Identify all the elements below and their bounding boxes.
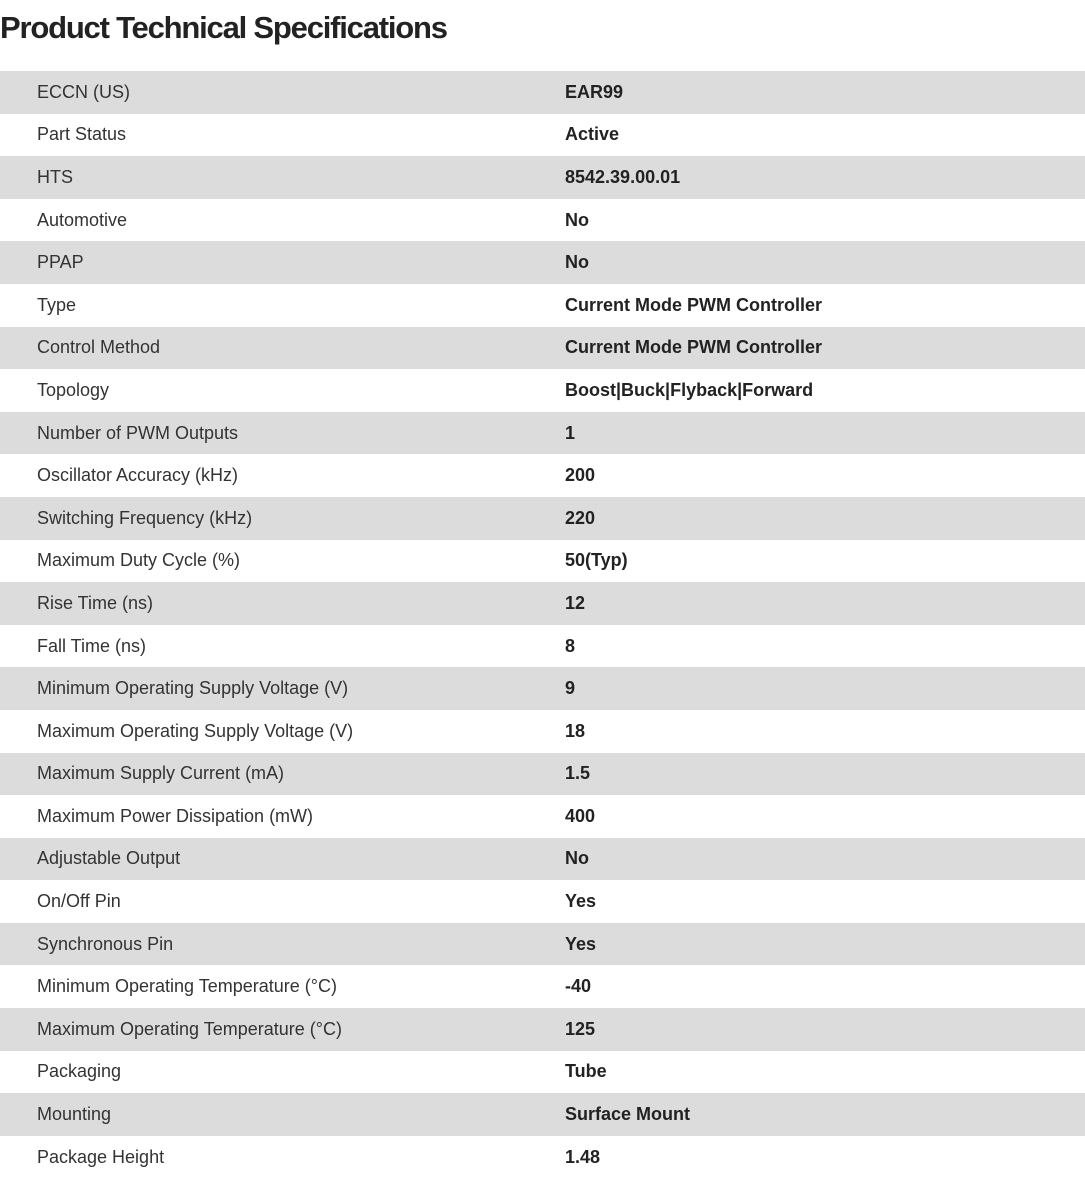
spec-value: 12: [565, 582, 1085, 625]
page-title: Product Technical Specifications: [0, 10, 447, 45]
spec-label: Mounting: [0, 1093, 565, 1136]
spec-value: 1.5: [565, 753, 1085, 796]
spec-row: [0, 156, 1085, 199]
spec-row: [0, 284, 1085, 327]
spec-row: [0, 753, 1085, 796]
spec-value: Yes: [565, 880, 1085, 923]
spec-value: No: [565, 838, 1085, 881]
spec-value: Current Mode PWM Controller: [565, 284, 1085, 327]
spec-value: 220: [565, 497, 1085, 540]
spec-row: [0, 1093, 1085, 1136]
spec-table: [0, 71, 1085, 1178]
spec-value: 1: [565, 412, 1085, 455]
spec-value: 400: [565, 795, 1085, 838]
spec-row: [0, 965, 1085, 1008]
spec-row: [0, 838, 1085, 881]
spec-value: Tube: [565, 1051, 1085, 1094]
spec-label: Type: [0, 284, 565, 327]
spec-row: [0, 625, 1085, 668]
spec-label: Fall Time (ns): [0, 625, 565, 668]
title-spacer: [0, 56, 1085, 71]
spec-value: Boost|Buck|Flyback|Forward: [565, 369, 1085, 412]
spec-row: [0, 114, 1085, 157]
spec-value: 18: [565, 710, 1085, 753]
spec-row: [0, 241, 1085, 284]
spec-label: Topology: [0, 369, 565, 412]
spec-row: [0, 1008, 1085, 1051]
spec-value: No: [565, 241, 1085, 284]
spec-table-body: [0, 71, 1085, 1178]
spec-row: [0, 923, 1085, 966]
spec-label: Switching Frequency (kHz): [0, 497, 565, 540]
spec-label: HTS: [0, 156, 565, 199]
spec-label: Part Status: [0, 114, 565, 157]
spec-row: [0, 71, 1085, 114]
spec-value: 9: [565, 667, 1085, 710]
spec-row: [0, 454, 1085, 497]
spec-label: Synchronous Pin: [0, 923, 565, 966]
spec-label: Rise Time (ns): [0, 582, 565, 625]
spec-row: [0, 497, 1085, 540]
spec-label: On/Off Pin: [0, 880, 565, 923]
spec-value: EAR99: [565, 71, 1085, 114]
spec-value: 8542.39.00.01: [565, 156, 1085, 199]
spec-label: Minimum Operating Temperature (°C): [0, 965, 565, 1008]
spec-label: Oscillator Accuracy (kHz): [0, 454, 565, 497]
spec-value: -40: [565, 965, 1085, 1008]
spec-value: 200: [565, 454, 1085, 497]
spec-row: [0, 710, 1085, 753]
spec-label: Maximum Duty Cycle (%): [0, 540, 565, 583]
spec-row: [0, 327, 1085, 370]
spec-row: [0, 667, 1085, 710]
spec-value: Yes: [565, 923, 1085, 966]
spec-label: Adjustable Output: [0, 838, 565, 881]
spec-value: Current Mode PWM Controller: [565, 327, 1085, 370]
spec-label: Maximum Power Dissipation (mW): [0, 795, 565, 838]
spec-value: Surface Mount: [565, 1093, 1085, 1136]
spec-label: Minimum Operating Supply Voltage (V): [0, 667, 565, 710]
spec-value: 50(Typ): [565, 540, 1085, 583]
spec-row: [0, 880, 1085, 923]
spec-label: Package Height: [0, 1136, 565, 1178]
spec-label: ECCN (US): [0, 71, 565, 114]
spec-value: 125: [565, 1008, 1085, 1051]
spec-value: 1.48: [565, 1136, 1085, 1178]
spec-row: [0, 795, 1085, 838]
spec-row: [0, 412, 1085, 455]
spec-value: 8: [565, 625, 1085, 668]
spec-label: Packaging: [0, 1051, 565, 1094]
spec-label: PPAP: [0, 241, 565, 284]
spec-label: Maximum Operating Temperature (°C): [0, 1008, 565, 1051]
spec-row: [0, 582, 1085, 625]
spec-label: Control Method: [0, 327, 565, 370]
spec-row: [0, 1051, 1085, 1094]
spec-label: Maximum Supply Current (mA): [0, 753, 565, 796]
spec-value: Active: [565, 114, 1085, 157]
spec-row: [0, 199, 1085, 242]
spec-label: Number of PWM Outputs: [0, 412, 565, 455]
spec-label: Maximum Operating Supply Voltage (V): [0, 710, 565, 753]
spec-label: Automotive: [0, 199, 565, 242]
spec-row: [0, 369, 1085, 412]
spec-value: No: [565, 199, 1085, 242]
spec-row: [0, 540, 1085, 583]
